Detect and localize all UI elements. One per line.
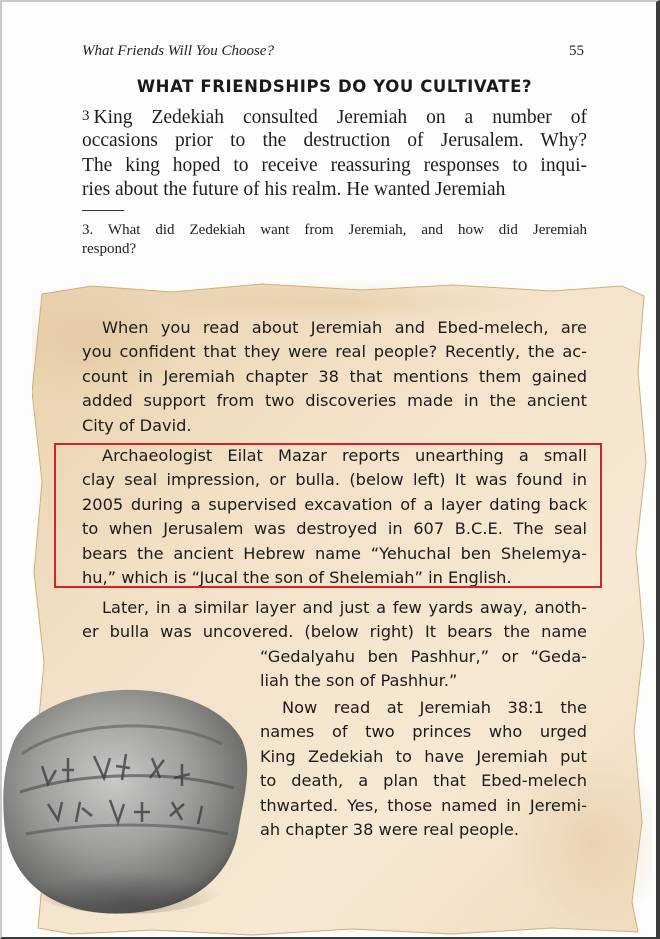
box-line: you confident that they were real people? Recently, the ac- (82, 342, 587, 362)
box-line: King Zedekiah to have Jeremiah put (260, 746, 587, 766)
paragraph-line: The king hoped to receive reassuring responses to inqui- (82, 154, 587, 176)
paragraph-line: ries about the future of his realm. He wanted Jeremiah (82, 179, 506, 201)
box-intro (82, 316, 587, 438)
paragraph-line: 3 King Zedekiah consulted Jeremiah on a number of (82, 107, 587, 128)
box-line: 2005 during a supervised excavation of a layer dating back (82, 494, 587, 514)
bulla-image (2, 684, 252, 922)
box-line: Archaeologist Eilat Mazar reports unearthing a small (102, 446, 587, 465)
box-line: City of David. (82, 415, 192, 435)
box-name-lines (260, 645, 587, 694)
box-line: count in Jeremiah chapter 38 that mentions them gained (82, 366, 587, 386)
paragraph-3 (82, 104, 587, 203)
footnote-rule (82, 210, 124, 211)
question-line: respond? (82, 241, 137, 257)
box-line: to when Jerusalem was destroyed in 607 B.C.E. The seal (82, 519, 587, 539)
box-line: “Gedalyahu ben Pashhur,” or “Geda- (260, 647, 587, 666)
box-line: names of two princes who urged (260, 722, 587, 742)
paragraph-line: occasions prior to the destruction of Jerusalem. Why? (82, 129, 587, 151)
running-head: What Friends Will You Choose? (82, 43, 274, 59)
box-line: ah chapter 38 were real people. (260, 819, 519, 839)
box-line: to death, a plan that Ebed-melech (260, 771, 587, 791)
box-line: er bulla was uncovered. (below right) It bears the name (82, 622, 587, 642)
section-heading: WHAT FRIENDSHIPS DO YOU CULTIVATE? (136, 77, 533, 96)
box-line: hu,” which is “Jucal the son of Shelemiah” in English. (82, 567, 512, 587)
box-later-paragraph (82, 596, 587, 645)
page-number: 55 (569, 43, 584, 59)
box-line: Now read at Jeremiah 38:1 the (282, 698, 587, 717)
highlight-box (54, 443, 602, 588)
paragraph-number: 3 (82, 108, 90, 124)
box-line: When you read about Jeremiah and Ebed-melech, are (102, 318, 587, 337)
box-line: added support from two discoveries made in the ancient (82, 391, 587, 411)
box-line: bears the ancient Hebrew name “Yehuchal ben Shelemya- (82, 543, 587, 563)
question-line: 3. What did Zedekiah want from Jeremiah, and how did Jeremiah (82, 222, 587, 238)
box-line: thwarted. Yes, those named in Jeremi- (260, 795, 587, 815)
box-closing-paragraph (260, 696, 587, 842)
box-line: Later, in a similar layer and just a few yards away, anoth- (102, 598, 587, 617)
box-line: liah the son of Pashhur.” (260, 671, 458, 691)
box-line: clay seal impression, or bulla. (below left) It was found in (82, 470, 587, 490)
study-question (82, 221, 587, 259)
